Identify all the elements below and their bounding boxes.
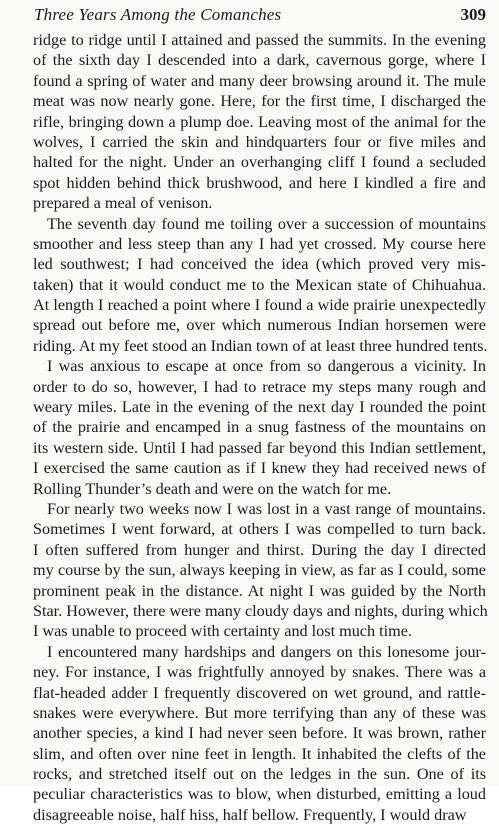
paragraph [33, 30, 486, 214]
text-line: For nearly two weeks now I was lost in a vast range of mountains. [47, 499, 486, 518]
running-head: Three Years Among the Comanches [34, 5, 282, 24]
text-line: riding. At my feet stood an Indian town of at least three hundred tents. [33, 336, 488, 355]
text-line: found a spring of water and many deer browsing around it. The mule [33, 71, 486, 90]
text-line: disagreeable noise, half hiss, half bellow. Frequently, I would draw [33, 805, 467, 824]
text-line: of the prairie and encamped in a snug fastness of the mountains on [33, 418, 486, 437]
text-line: Rolling Thunder’s death and were on the watch for me. [33, 479, 392, 498]
page-number: 309 [460, 5, 486, 24]
text-line: flat-headed adder I frequently discovered on wet ground, and rattle- [33, 683, 486, 702]
text-line: I encountered many hardships and dangers on this lonesome jour- [47, 642, 486, 661]
text-line: ney. For instance, I was frightfully annoyed by snakes. There was a [33, 663, 486, 682]
text-line: I was unable to proceed with certainty and lost much time. [33, 622, 412, 641]
text-line: taken) that it would conduct me to the Mexican state of Chihuahua. [33, 275, 486, 294]
text-line: meat was now nearly gone. Here, for the first time, I discharged the [33, 92, 486, 111]
body-text [33, 30, 486, 825]
text-line: its western side. Until I had passed far beyond this Indian settlement, [33, 438, 486, 457]
text-line: order to do so, however, I had to retrace my steps many rough and [33, 377, 486, 396]
text-line: I was anxious to escape at once from so dangerous a vicinity. In [47, 357, 486, 376]
text-line: ridge to ridge until I attained and passed the summits. In the evening [33, 31, 486, 49]
text-line: of the sixth day I descended into a dark, cavernous gorge, where I [33, 51, 486, 70]
text-line: peculiar characteristics was to blow, when disturbed, emitting a loud [33, 785, 486, 804]
text-line: prominent peak in the distance. At night I was guided by the North [33, 581, 486, 600]
text-line: led southwest; I had conceived the idea (which proved very mis- [33, 255, 486, 274]
text-line: The seventh day found me toiling over a succession of mountains [47, 214, 486, 233]
text-line: wolves, I carried the skin and hindquarters four or five miles and [33, 132, 486, 151]
paragraph [33, 642, 486, 825]
text-line: At length I reached a point where I found a wide prairie unexpectedly [33, 296, 486, 315]
text-line: my course by the sun, always keeping in view, as far as I could, some [33, 561, 486, 580]
text-line: prepared a meal of venison. [33, 194, 213, 213]
paragraph [33, 356, 486, 499]
text-line: snakes were everywhere. But more terrifying than any of these was [33, 703, 486, 722]
text-line: spread out before me, over which numerous Indian horsemen were [33, 316, 486, 335]
page-header [34, 5, 486, 29]
text-line: Star. However, there were many cloudy days and nights, during which [33, 601, 488, 620]
text-line: halted for the night. Under an overhanging cliff I found a secluded [33, 153, 486, 172]
text-line: another species, a kind I had never seen before. It was brown, rather [33, 724, 486, 743]
text-line: spot hidden behind thick brushwood, and here I kindled a fire and [33, 173, 486, 192]
text-line: rocks, and stretched itself out on the ledges in the sun. One of its [33, 765, 486, 784]
text-line: I often suffered from hunger and thirst. During the day I directed [33, 540, 486, 559]
paragraph [33, 499, 486, 642]
text-line: Sometimes I went forward, at others I was compelled to turn back. [33, 520, 486, 539]
text-line: I exercised the same caution as if I knew they had received news of [33, 459, 486, 478]
text-line: smoother and less steep than any I had yet crossed. My course here [33, 234, 486, 253]
text-line: rifle, bringing down a plump doe. Leaving most of the animal for the [33, 112, 486, 131]
text-line: slim, and often over nine feet in length. It inhabited the clefts of the [33, 744, 486, 763]
text-line: weary miles. Late in the evening of the next day I rounded the point [33, 398, 486, 417]
paragraph [33, 214, 486, 357]
